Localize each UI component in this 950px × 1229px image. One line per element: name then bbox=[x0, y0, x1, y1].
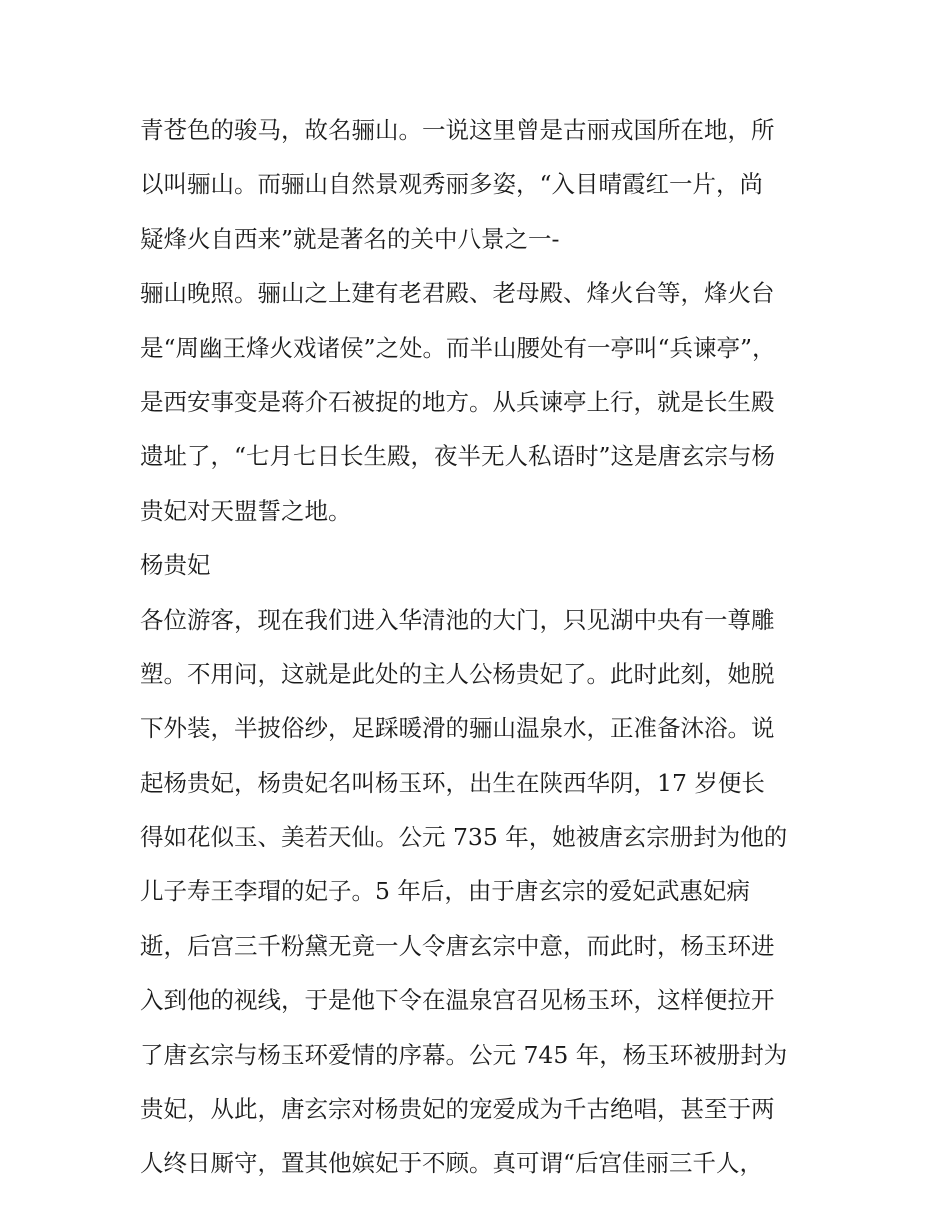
text-line: 贵妃对天盟誓之地。 bbox=[140, 496, 352, 525]
text-line: 得如花似玉、美若天仙。公元 735 年，她被唐玄宗册封为他的 bbox=[140, 823, 788, 852]
text-line: 了唐玄宗与杨玉环爱情的序幕。公元 745 年，杨玉环被册封为 bbox=[140, 1040, 788, 1069]
section-heading: 杨贵妃 bbox=[140, 551, 211, 580]
text-line: 起杨贵妃，杨贵妃名叫杨玉环，出生在陕西华阴，17 岁便长 bbox=[140, 768, 765, 797]
text-line: 以叫骊山。而骊山自然景观秀丽多姿，“入目晴霞红一片，尚 bbox=[140, 170, 764, 199]
body-text bbox=[140, 103, 820, 1191]
text-line: 疑烽火自西来”就是著名的关中八景之一- bbox=[140, 224, 560, 253]
text-line: 逝，后宫三千粉黛无竟一人令唐玄宗中意，而此时，杨玉环进 bbox=[140, 931, 775, 960]
text-line: 遗址了，“七月七日长生殿，夜半无人私语时”这是唐玄宗与杨 bbox=[140, 442, 776, 471]
text-line: 儿子寿王李瑁的妃子。5 年后，由于唐玄宗的爱妃武惠妃病 bbox=[140, 877, 750, 906]
text-line: 骊山晚照。骊山之上建有老君殿、老母殿、烽火台等，烽火台 bbox=[140, 279, 775, 308]
text-line: 人终日厮守，置其他嫔妃于不顾。真可谓“后宫佳丽三千人， bbox=[140, 1149, 764, 1178]
text-line: 各位游客，现在我们进入华清池的大门，只见湖中央有一尊雕 bbox=[140, 605, 775, 634]
text-line: 是“周幽王烽火戏诸侯”之处。而半山腰处有一亭叫“兵谏亭”， bbox=[140, 333, 776, 362]
text-line: 青苍色的骏马，故名骊山。一说这里曾是古丽戎国所在地，所 bbox=[140, 116, 775, 144]
text-line: 塑。不用问，这就是此处的主人公杨贵妃了。此时此刻，她脱 bbox=[140, 659, 775, 688]
text-line: 是西安事变是蒋介石被捉的地方。从兵谏亭上行，就是长生殿 bbox=[140, 387, 775, 416]
text-line: 入到他的视线，于是他下令在温泉宫召见杨玉环，这样便拉开 bbox=[140, 986, 775, 1015]
text-line: 贵妃，从此，唐玄宗对杨贵妃的宠爱成为千古绝唱，甚至于两 bbox=[140, 1095, 775, 1124]
text-line: 下外装，半披俗纱，足踩暖滑的骊山温泉水，正准备沐浴。说 bbox=[140, 714, 775, 743]
